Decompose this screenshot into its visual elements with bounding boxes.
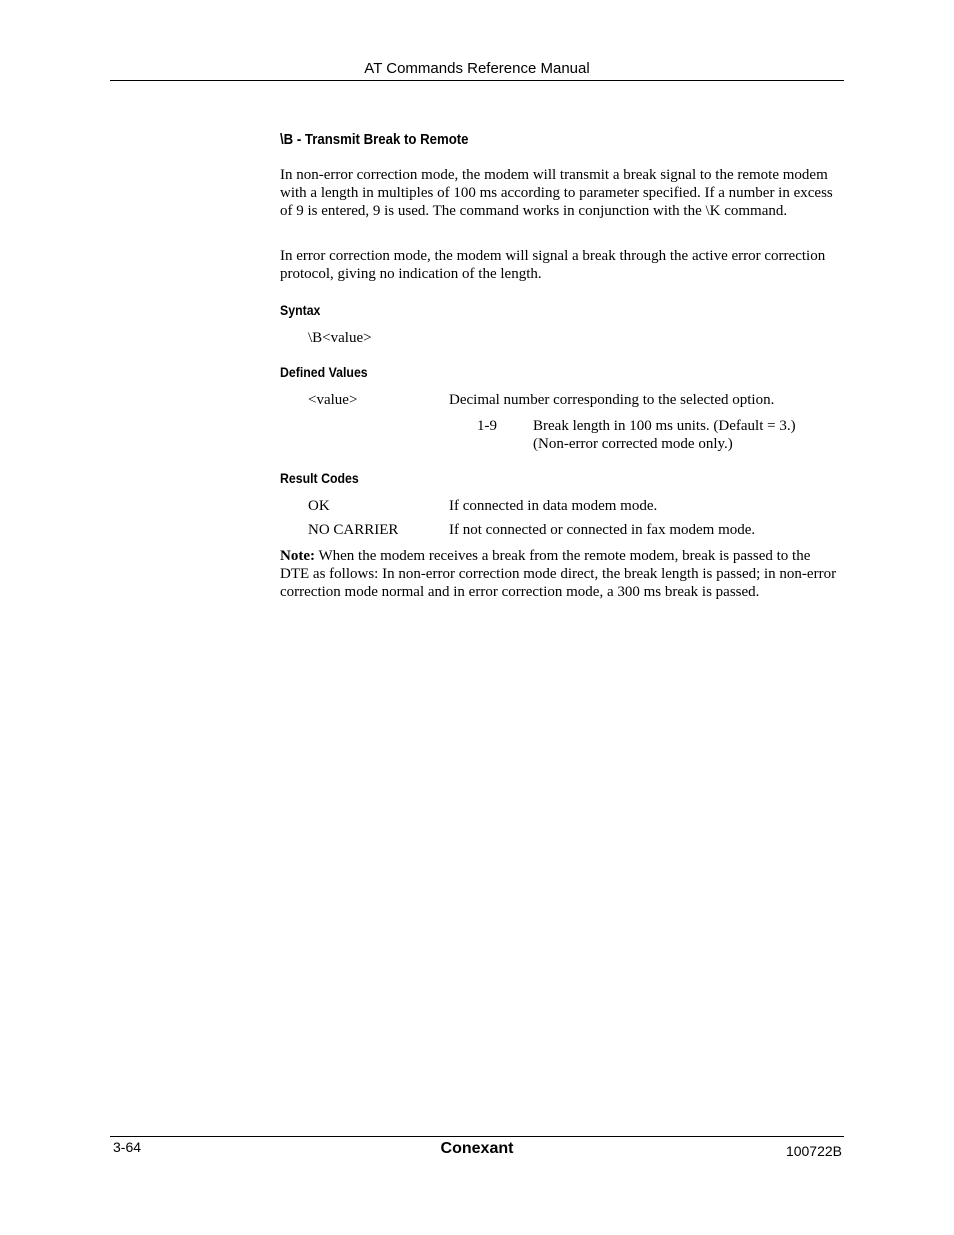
note-text: When the modem receives a break from the remote modem, break is passed to the DTE as follows: In non-error correction mode direct, the break length is passed; in non-error correction mode normal and in error correction mode, a 300 ms break is passed. <box>280 548 837 600</box>
syntax-heading: Syntax <box>280 302 321 318</box>
document-number: 100722B <box>785 1143 842 1159</box>
result-code-ok: OK <box>308 498 330 514</box>
defined-value-range-line2: (Non-error corrected mode only.) <box>533 436 733 452</box>
footer-brand: Conexant <box>440 1140 514 1157</box>
footer-rule <box>110 1136 844 1137</box>
paragraph-text: In error correction mode, the modem will signal a break through the active error correction protocol, giving no indication of the length. <box>280 248 826 282</box>
page-number: 3-64 <box>113 1139 142 1155</box>
result-code-ok-description: If connected in data modem mode. <box>449 498 658 514</box>
defined-values-heading: Defined Values <box>280 364 368 380</box>
result-code-no-carrier: NO CARRIER <box>308 522 399 538</box>
paragraph-text: In non-error correction mode, the modem will transmit a break signal to the remote modem with a length in multiples of 100 ms according to parameter specified. If a number in excess of 9 is entered, 9 is used. The command works in conjunction with the \K command. <box>280 167 833 219</box>
defined-value-range-line1: Break length in 100 ms units. (Default = 3.) <box>533 418 796 434</box>
defined-value-range: 1-9 <box>477 418 497 434</box>
result-code-no-carrier-description: If not connected or connected in fax modem mode. <box>449 522 756 538</box>
intro-paragraph-2 <box>280 247 840 283</box>
intro-paragraph-1 <box>280 166 840 220</box>
running-header: AT Commands Reference Manual <box>364 60 590 77</box>
result-codes-heading: Result Codes <box>280 470 359 486</box>
note-label: Note: <box>280 548 315 564</box>
section-title: \B - Transmit Break to Remote <box>280 131 469 148</box>
note-paragraph <box>280 547 840 601</box>
defined-value-description: Decimal number corresponding to the selected option. <box>449 392 775 408</box>
syntax-value: \B<value> <box>308 330 372 346</box>
header-rule <box>110 80 844 81</box>
defined-value-param: <value> <box>308 392 358 408</box>
